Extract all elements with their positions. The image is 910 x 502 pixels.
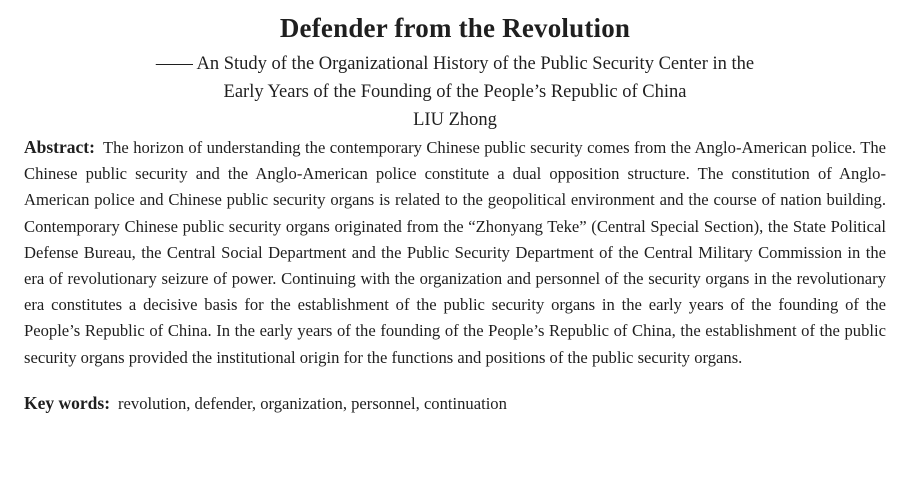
abstract-label: Abstract: bbox=[24, 137, 95, 157]
paper-subtitle bbox=[24, 50, 886, 106]
subtitle-line-2: Early Years of the Founding of the People’s Republic of China bbox=[223, 82, 687, 102]
abstract-paragraph bbox=[24, 134, 886, 371]
subtitle-line-1: —— An Study of the Organizational History of the Public Security Center in the bbox=[155, 54, 755, 74]
keywords-paragraph bbox=[24, 390, 886, 417]
abstract-text: The horizon of understanding the contemporary Chinese public security comes from the Anglo-American police. The Chinese public security and the Anglo-American police constitute a dual opposition structure. The constitution of Anglo-American police and Chinese public security organs is related to the geopolitical environment and the course of nation building. Contemporary Chinese public security organs originated from the “Zhonyang Teke” (Central Special Section), the State Political Defense Bureau, the Central Social Department and the Public Security Department of the Central Military Commission in the era of revolutionary seizure of power. Continuing with the organization and personnel of the security organs in the revolutionary era constitutes a decisive basis for the establishment of the public security organs in the early years of the founding of the People’s Republic of China. In the early years of the founding of the People’s Republic of China, the establishment of the public security organs provided the institutional origin for the functions and positions of the public security organs. bbox=[24, 138, 886, 367]
keywords-label: Key words: bbox=[24, 392, 111, 413]
author-name: LIU Zhong bbox=[413, 110, 497, 130]
keywords-text: revolution, defender, organization, personnel, continuation bbox=[118, 393, 507, 413]
paper-title: Defender from the Revolution bbox=[279, 13, 631, 43]
